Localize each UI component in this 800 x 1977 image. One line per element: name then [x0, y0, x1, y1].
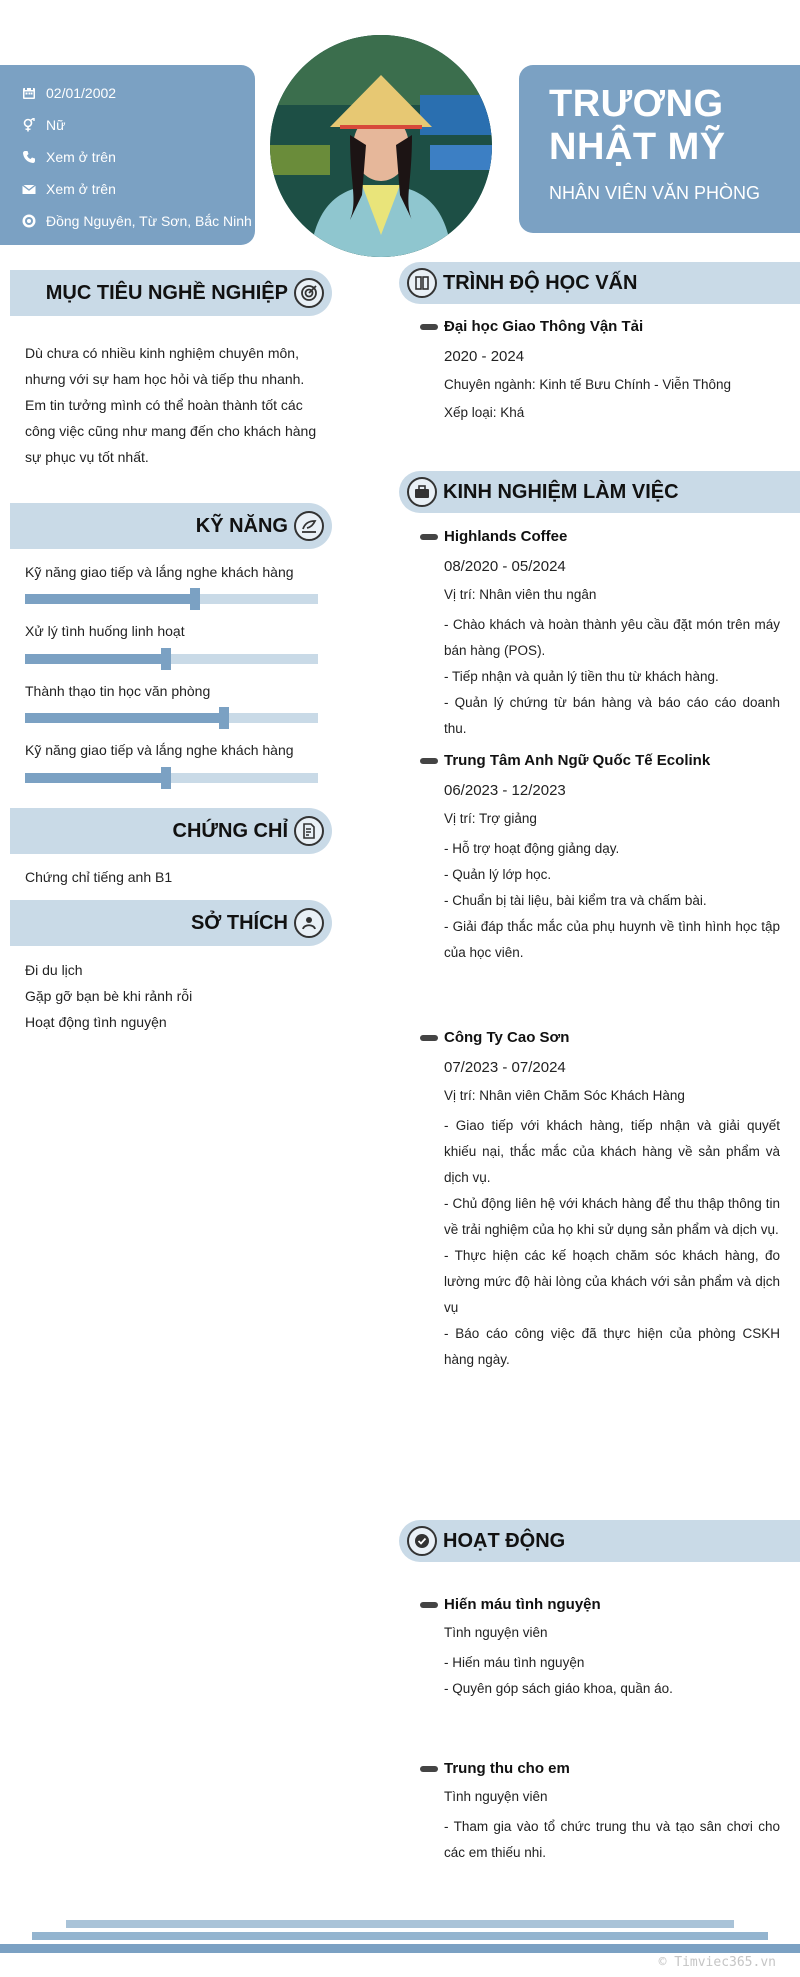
job-title: NHÂN VIÊN VĂN PHÒNG: [549, 183, 761, 203]
skill-fill: [25, 773, 166, 783]
section-hobbies-header: [10, 900, 332, 946]
bullet-dash: [420, 324, 438, 330]
certificate-item: Chứng chỉ tiếng anh B1: [25, 869, 173, 885]
dob-text: 02/01/2002: [46, 85, 117, 101]
education-heading: TRÌNH ĐỘ HỌC VẤN: [443, 271, 638, 294]
activity-detail: - Tham gia vào tổ chức trung thu và tạo sân chơi cho các em thiếu nhi.: [444, 1819, 780, 1860]
bullet-dash: [420, 534, 438, 540]
hobby-item: Đi du lịch: [25, 962, 83, 978]
location-icon: [22, 214, 36, 228]
footer-bar-bottom: [0, 1944, 800, 1953]
objective-text: Dù chưa có nhiều kinh nghiệm chuyên môn, nhưng với sự ham học hỏi và tiếp thu nhanh. Em tin tưởng mình có thể hoàn thành tốt các công việc cũng như mang đến cho khách hàng sự phục vụ tốt nhất.: [25, 345, 317, 465]
activities-heading: HOẠT ĐỘNG: [443, 1529, 566, 1552]
objective-heading: MỤC TIÊU NGHỀ NGHIỆP: [45, 281, 288, 304]
education-grade: Xếp loại: Khá: [444, 405, 525, 420]
envelope-icon: [22, 182, 36, 196]
contact-card: [0, 65, 255, 245]
name-line-1: TRƯƠNG: [549, 83, 724, 125]
activity-name: Hiến máu tình nguyện: [444, 1596, 601, 1613]
job-dates: 08/2020 - 05/2024: [444, 558, 566, 575]
check-badge-icon: [407, 1526, 437, 1556]
skill-label: Kỹ năng giao tiếp và lắng nghe khách hàng: [25, 742, 294, 758]
skill-knob: [190, 588, 200, 610]
gender-text: Nữ: [46, 117, 66, 133]
skill-knob: [219, 707, 229, 729]
phone-icon: [22, 150, 36, 164]
job-entry: [420, 526, 780, 742]
activity-detail: - Hiến máu tình nguyện: [444, 1655, 585, 1670]
bullet-dash: [420, 1035, 438, 1041]
bullet-dash: [420, 1766, 438, 1772]
education-major: Chuyên ngành: Kinh tế Bưu Chính - Viễn Thông: [444, 377, 731, 392]
skill-bar: [25, 654, 318, 664]
skills-heading: KỸ NĂNG: [195, 514, 288, 537]
briefcase-icon: [407, 477, 437, 507]
address-text: Đồng Nguyên, Từ Sơn, Bắc Ninh: [46, 213, 252, 229]
skill-bar: [25, 773, 318, 783]
education-years: 2020 - 2024: [444, 348, 525, 365]
job-detail: - Chào khách và hoàn thành yêu cầu đặt món trên máy bán hàng (POS).: [444, 617, 780, 658]
calendar-icon: [22, 86, 36, 100]
skill-label: Thành thạo tin học văn phòng: [25, 683, 211, 699]
bullet-dash: [420, 758, 438, 764]
job-dates: 07/2023 - 07/2024: [444, 1059, 566, 1076]
certificates-heading: CHỨNG CHỈ: [172, 819, 288, 842]
job-detail: - Chuẩn bị tài liệu, bài kiểm tra và chấm bài.: [444, 893, 707, 908]
target-icon: [294, 278, 324, 308]
skill-fill: [25, 594, 195, 604]
watermark: © Timviec365.vn: [658, 1955, 776, 1970]
activity-detail: - Quyên góp sách giáo khoa, quần áo.: [444, 1681, 673, 1696]
contact-phone: [22, 141, 255, 173]
job-position: Vị trí: Nhân viên thu ngân: [444, 587, 597, 602]
contact-dob: [22, 77, 255, 109]
activity-entry: [420, 1594, 780, 1702]
skill-knob: [161, 767, 171, 789]
activity-name: Trung thu cho em: [444, 1760, 570, 1777]
footer-bar-top: [66, 1920, 734, 1928]
job-company: Trung Tâm Anh Ngữ Quốc Tế Ecolink: [444, 752, 711, 769]
job-detail: - Báo cáo công việc đã thực hiện của phòng CSKH hàng ngày.: [444, 1326, 780, 1367]
section-education-header: [399, 262, 800, 304]
job-detail: - Quản lý chứng từ bán hàng và báo cáo cáo doanh thu.: [444, 695, 780, 736]
skill-bar: [25, 594, 318, 604]
experience-heading: KINH NGHIỆM LÀM VIỆC: [443, 480, 679, 503]
skill-label: Xử lý tình huống linh hoạt: [25, 623, 185, 639]
job-company: Highlands Coffee: [444, 528, 568, 545]
job-position: Vị trí: Trợ giảng: [444, 811, 537, 826]
contact-email: [22, 173, 255, 205]
certificate-icon: [294, 816, 324, 846]
hobby-item: Hoạt động tình nguyện: [25, 1014, 167, 1030]
gender-icon: [22, 118, 36, 132]
section-certificates-header: [10, 808, 332, 854]
job-entry: [420, 1027, 780, 1373]
activity-entry: [420, 1758, 780, 1866]
profile-photo: [270, 35, 492, 257]
section-experience-header: [399, 471, 800, 513]
activity-role: Tình nguyện viên: [444, 1789, 548, 1804]
job-detail: - Giải đáp thắc mắc của phụ huynh về tình hình học tập của học viên.: [444, 919, 780, 960]
job-dates: 06/2023 - 12/2023: [444, 782, 566, 799]
job-company: Công Ty Cao Sơn: [444, 1029, 570, 1046]
school-name: Đại học Giao Thông Vận Tải: [444, 318, 644, 335]
education-entry: [420, 316, 780, 424]
footer-bar-middle: [32, 1932, 768, 1940]
activity-role: Tình nguyện viên: [444, 1625, 548, 1640]
job-position: Vị trí: Nhân viên Chăm Sóc Khách Hàng: [444, 1088, 685, 1103]
section-skills-header: [10, 503, 332, 549]
job-detail: - Chủ động liên hệ với khách hàng để thu thập thông tin về trải nghiệm của họ khi sử dụng sản phẩm và dịch vụ.: [444, 1196, 780, 1237]
skill-fill: [25, 654, 166, 664]
name-card: [519, 65, 800, 233]
hobbies-icon: [294, 908, 324, 938]
job-detail: - Tiếp nhận và quản lý tiền thu từ khách hàng.: [444, 669, 719, 684]
job-detail: - Quản lý lớp học.: [444, 867, 552, 882]
email-text: Xem ở trên: [46, 181, 116, 197]
section-activities-header: [399, 1520, 800, 1562]
job-detail: - Hỗ trợ hoạt động giảng dạy.: [444, 841, 620, 856]
avatar: [270, 35, 492, 257]
section-objective-header: [10, 270, 332, 316]
hobby-item: Gặp gỡ bạn bè khi rảnh rỗi: [25, 988, 193, 1004]
job-detail: - Thực hiện các kế hoạch chăm sóc khách hàng, đo lường mức độ hài lòng của khách với sản phẩm và dịch vụ: [444, 1248, 780, 1315]
book-icon: [407, 268, 437, 298]
bullet-dash: [420, 1602, 438, 1608]
contact-address: [22, 205, 255, 237]
skill-bar: [25, 713, 318, 723]
skill-label: Kỹ năng giao tiếp và lắng nghe khách hàng: [25, 564, 294, 580]
skills-icon: [294, 511, 324, 541]
contact-gender: [22, 109, 255, 141]
hobbies-heading: SỞ THÍCH: [190, 911, 288, 934]
phone-text: Xem ở trên: [46, 149, 116, 165]
name-line-2: NHẬT MỸ: [549, 126, 726, 168]
skill-fill: [25, 713, 224, 723]
skill-knob: [161, 648, 171, 670]
job-entry: [420, 750, 780, 966]
job-detail: - Giao tiếp với khách hàng, tiếp nhận và giải quyết khiếu nại, thắc mắc của khách hàng về sản phẩm và dịch vụ.: [444, 1118, 780, 1185]
